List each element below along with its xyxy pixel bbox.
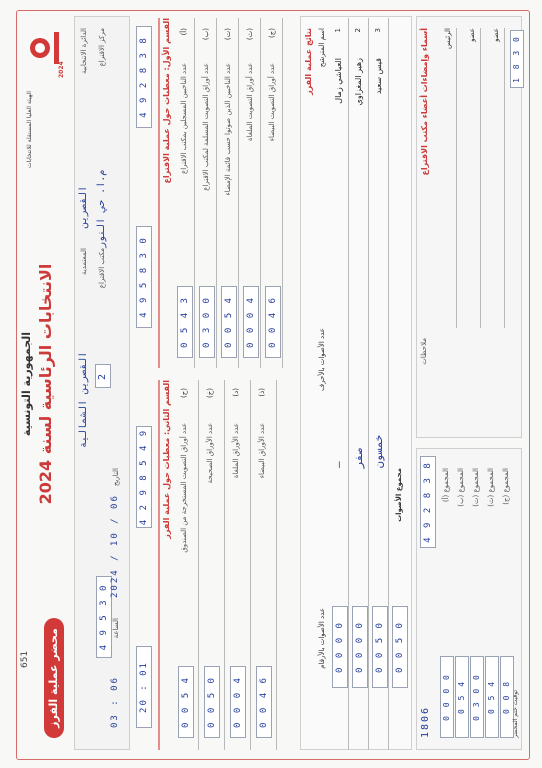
row-divider bbox=[282, 18, 283, 368]
closing-time: 20 : 01 bbox=[136, 646, 152, 728]
section-1-heading: القسم الأول: معطيات حول عملية الاقتراع bbox=[162, 18, 171, 184]
section-2-row-code: (ذ) bbox=[258, 388, 266, 397]
candidate-divider bbox=[348, 18, 349, 750]
date-value: 2024 / 10 / 06 bbox=[110, 494, 120, 598]
date-label: التاريخ bbox=[112, 468, 120, 487]
section-1-row-value: 0 3 0 0 bbox=[199, 286, 215, 358]
summary-total-label: المجموع (أ) bbox=[442, 468, 450, 503]
candidate-votes-words: صفر bbox=[352, 448, 365, 468]
row-divider bbox=[276, 380, 277, 750]
code-b: 4 9 5 8 3 0 bbox=[136, 226, 152, 328]
office-label: مكتب الاقتراع bbox=[98, 248, 106, 289]
candidate-votes-digits: 0 0 0 0 bbox=[352, 606, 368, 688]
section-2-row-code: (د) bbox=[232, 388, 240, 397]
signature-role: عضو bbox=[492, 28, 500, 42]
section-2-heading: القسم الثاني: معطيات حول عملية الفرز bbox=[162, 380, 171, 539]
signature-line bbox=[480, 28, 481, 328]
section-2-row-code: (خ) bbox=[206, 388, 214, 398]
summary-total-value: 0 0 0 0 bbox=[440, 656, 454, 738]
row-divider bbox=[250, 380, 251, 750]
section-2-rule bbox=[158, 380, 160, 750]
section-1-row-value: 0 0 5 4 bbox=[221, 286, 237, 358]
summary-total-label: المجموع (ج) bbox=[502, 468, 510, 505]
form-number: 651 bbox=[20, 650, 30, 668]
signature-role: الرئيس bbox=[444, 28, 452, 49]
summary-total-label: المجموع (ث) bbox=[487, 468, 495, 507]
center-label: مركز الاقتراع bbox=[98, 28, 106, 67]
candidate-number: 1 bbox=[334, 28, 342, 33]
election-title: الانتخابات الرئاسية لسنة 2024 bbox=[36, 263, 55, 505]
signature-line bbox=[456, 28, 457, 328]
candidate-votes-digits: 0 0 0 0 bbox=[332, 606, 348, 688]
row-divider bbox=[238, 18, 239, 368]
logo-year: 2024 bbox=[58, 61, 65, 78]
section-1-row-label: عدد أوراق التصويت المسلمة لمكتب الاقتراع bbox=[202, 63, 210, 191]
section-1-row-code: (ج) bbox=[268, 28, 276, 38]
candidate-votes-digits: 0 0 5 0 bbox=[372, 606, 388, 688]
center-value: م.ا. حي النور bbox=[96, 169, 107, 248]
section-1-row-code: (ث) bbox=[246, 28, 254, 41]
candidate-divider bbox=[388, 18, 389, 750]
office-number: 2 bbox=[95, 364, 111, 388]
observers-heading: ملاحظات bbox=[420, 338, 428, 365]
section-2-row-value: 0 0 5 0 bbox=[204, 666, 220, 738]
section-2-row-code: (ح) bbox=[180, 388, 188, 398]
candidate-name: العياشي زمال bbox=[334, 58, 343, 104]
candidate-divider bbox=[368, 18, 369, 750]
row-divider bbox=[216, 18, 217, 368]
center-code: 4 9 5 3 0 bbox=[96, 576, 112, 658]
section-2-row-value: 0 0 4 6 bbox=[256, 666, 272, 738]
row-divider bbox=[224, 380, 225, 750]
summary-bubble: 1806 bbox=[420, 705, 431, 738]
summary-total-value: 0 0 8 bbox=[500, 656, 514, 738]
signatures-heading: أسماء وإمضاءات أعضاء مكتب الاقتراع bbox=[420, 28, 429, 176]
section-2-row-label: عدد الأوراق الصحيحة bbox=[206, 423, 214, 484]
time-value: 03 : 06 bbox=[110, 676, 120, 728]
summary-total-label: المجموع (ب) bbox=[457, 468, 465, 507]
page-marker: 1 8 3 0 bbox=[510, 30, 524, 88]
authority-name: الهيئة العليا المستقلة للانتخابات bbox=[26, 91, 33, 168]
summary-code: 4 9 2 8 3 8 bbox=[420, 456, 436, 548]
delegation-label: المعتمدية bbox=[80, 248, 88, 276]
results-heading: نتائج عملية الفرز bbox=[304, 28, 313, 95]
total-label: مجموع الأصوات bbox=[395, 468, 403, 522]
col-candidate-header: اسم المترشح bbox=[318, 28, 326, 68]
circonscription-value: القصرين bbox=[78, 185, 89, 228]
row-divider bbox=[260, 18, 261, 368]
signature-line bbox=[504, 28, 505, 328]
delegation-value: القصرين الشمالية bbox=[78, 351, 89, 448]
minutes-title-badge: محضر عملية الفرز bbox=[44, 618, 64, 738]
code-a: 4 9 2 8 3 8 bbox=[136, 26, 152, 128]
signature-role: عضو bbox=[468, 28, 476, 42]
section-1-row-label: عدد أوراق التصويت الملغاة bbox=[246, 63, 254, 142]
section-2-row-value: 0 0 0 4 bbox=[230, 666, 246, 738]
circonscription-label: الدائرة الانتخابية bbox=[80, 28, 88, 74]
summary-total-label: المجموع (ت) bbox=[472, 468, 480, 507]
summary-total-value: 0 3 0 0 bbox=[470, 656, 484, 738]
section-1-row-label: عدد الناخبين المسجلين بمكتب الاقتراع bbox=[180, 63, 188, 174]
row-divider bbox=[198, 380, 199, 750]
section-1-row-value: 0 5 4 3 bbox=[177, 286, 193, 358]
section-1-row-code: (ب) bbox=[202, 28, 210, 41]
code-c: 4 2 9 8 5 4 9 bbox=[136, 426, 152, 528]
candidate-name: زهير المغزاوي bbox=[354, 58, 363, 106]
summary-total-value: 0 5 4 bbox=[455, 656, 469, 738]
section-1-rule bbox=[158, 18, 160, 368]
section-1-row-value: 0 0 0 4 bbox=[243, 286, 259, 358]
republic-title: الجمهورية التونسية bbox=[20, 331, 33, 437]
section-1-row-label: عدد أوراق التصويت البيضاء bbox=[268, 63, 276, 142]
candidate-number: 2 bbox=[354, 28, 362, 33]
candidate-votes-words: — bbox=[332, 459, 345, 468]
candidate-number: 3 bbox=[374, 28, 382, 33]
section-1-row-code: (أ) bbox=[180, 28, 188, 36]
section-2-row-value: 0 0 5 4 bbox=[178, 666, 194, 738]
section-1-row-code: (ت) bbox=[224, 28, 232, 41]
section-2-row-label: عدد الأوراق البيضاء bbox=[258, 423, 266, 479]
section-2-row-label: عدد أوراق التصويت المستخرجة من الصندوق bbox=[180, 423, 188, 553]
row-divider bbox=[194, 18, 195, 368]
candidate-votes-words: خمسون bbox=[372, 434, 385, 468]
summary-total-value: 0 5 4 bbox=[485, 656, 499, 738]
section-1-row-value: 0 0 4 6 bbox=[265, 286, 281, 358]
footer-left: توقيت ختم المحضر bbox=[512, 689, 519, 738]
candidate-name: قيس سعيد bbox=[374, 58, 383, 95]
section-1-row-label: عدد الناخبين الذين صوتوا حسب قائمة الإمضاء bbox=[224, 63, 232, 196]
time-label: الساعة bbox=[112, 618, 120, 639]
section-2-row-label: عدد الأوراق الملغاة bbox=[232, 423, 240, 479]
col-digits-header: عدد الأصوات بالأرقام bbox=[318, 608, 326, 669]
total-value: 0 0 5 0 bbox=[392, 606, 408, 688]
col-words-header: عدد الأصوات بالأحرف bbox=[318, 328, 326, 391]
